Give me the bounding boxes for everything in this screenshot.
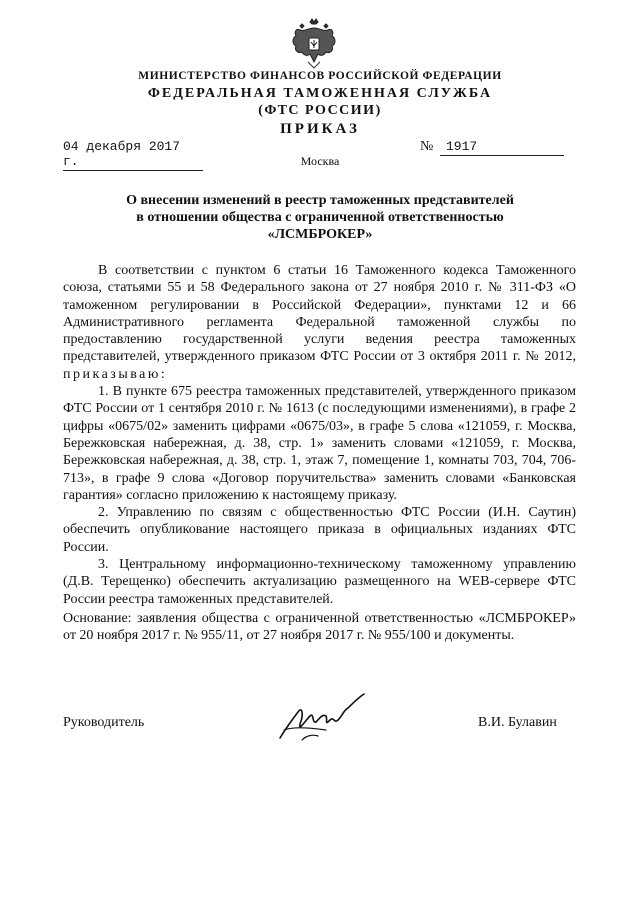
- item-2: 2. Управлению по связям с общественностью ФТС России (И.Н. Саутин) обеспечить опубликование настоящего приказа в официальных изданиях ФТС России.: [63, 505, 576, 555]
- item-1: 1. В пункте 675 реестра таможенных представителей, утвержденного приказом ФТС России от 1 сентября 2010 г. № 1613 (с последующими изменениями), в графе 2 цифры «0675/02» заменить цифрами «0675/03», в графе 5 слова «121059, г. Москва, Бережковская набережная, д. 38, стр. 1» заменить словами «121059, г. Москва, Бережковская набережная, д. 38, стр. 1, этаж 7, помещение 1, комнаты 703, 704, 706-713», в графе 9 слова «Договор поручительства» заменить словами «Банковская гарантия» согласно приложению к настоящему приказу.: [63, 384, 576, 503]
- document-number-label: №: [420, 139, 434, 154]
- double-headed-eagle-icon: [290, 18, 338, 70]
- heading-line-2: в отношении общества с ограниченной ответственностью: [136, 210, 504, 225]
- document-type: ПРИКАЗ: [280, 121, 360, 137]
- signatory-role: Руководитель: [63, 715, 145, 730]
- signatory-name: В.И. Булавин: [478, 715, 557, 730]
- service-short-name: (ФТС РОССИИ): [258, 103, 382, 118]
- document-body: [63, 262, 576, 608]
- heading-line-3: «ЛСМБРОКЕР»: [267, 227, 373, 242]
- document-city: Москва: [300, 154, 340, 168]
- heading-line-1: О внесении изменений в реестр таможенных представителей: [126, 193, 514, 208]
- document-date: 04 декабря 2017 г.: [63, 139, 203, 171]
- document-heading: [80, 192, 560, 243]
- item-3: 3. Центральному информационно-техническому таможенному управлению (Д.В. Терещенко) обеспечить актуализацию размещенного на WEB-сервере ФТС России реестра таможенных представителей.: [63, 557, 576, 607]
- service-name: ФЕДЕРАЛЬНАЯ ТАМОЖЕННАЯ СЛУЖБА: [147, 86, 493, 101]
- order-word: приказываю:: [63, 366, 168, 382]
- basis-text: Основание: заявления общества с ограниченной ответственностью «ЛСМБРОКЕР» от 20 ноября 2017 г. № 955/11, от 27 ноября 2017 г. № 955/100 и документы.: [63, 611, 576, 644]
- handwritten-signature-icon: [272, 690, 372, 750]
- basis-section: [63, 610, 576, 645]
- intro-paragraph: [63, 262, 576, 383]
- ministry-name: МИНИСТЕРСТВО ФИНАНСОВ РОССИЙСКОЙ ФЕДЕРАЦИИ: [138, 70, 502, 82]
- document-number: 1917: [440, 139, 564, 156]
- intro-text: В соответствии с пунктом 6 статьи 16 Таможенного кодекса Таможенного союза, статьями 55 и 58 Федерального закона от 27 ноября 2010 г. № 311-ФЗ «О таможенном регулировании в Российской Федерации», пунктами 12 и 66 Административного регламента Федеральной таможенной службы по предоставлению государственной услуги ведения реестра таможенных представителей, утвержденного приказом ФТС России от 3 октября 2011 г. № 2012,: [63, 263, 576, 365]
